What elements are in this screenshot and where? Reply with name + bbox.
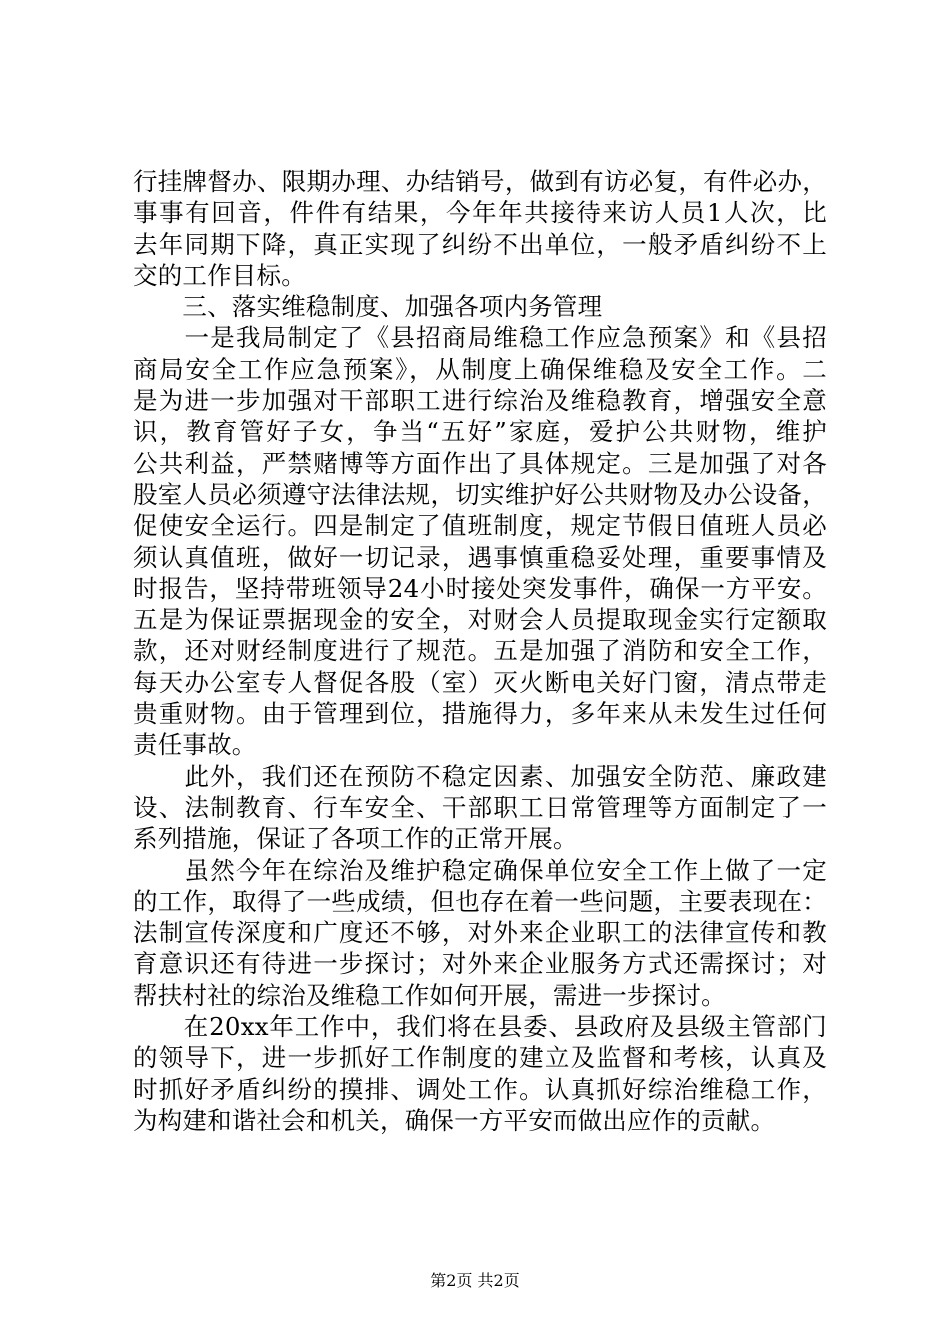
text-line: 三、落实维稳制度、加强各项内务管理	[133, 292, 603, 322]
page-footer: 第2页 共2页	[430, 1271, 520, 1290]
text-line: 时抓好矛盾纠纷的摸排、调处工作。认真抓好综治维稳工作，	[133, 1074, 827, 1104]
text-line: 交的工作目标。	[133, 260, 306, 290]
text-line: 贵重财物。由于管理到位，措施得力，多年来从未发生过任何	[133, 699, 827, 729]
text-line: 系列措施，保证了各项工作的正常开展。	[133, 824, 578, 854]
text-line: 的领导下，进一步抓好工作制度的建立及监督和考核，认真及	[133, 1043, 827, 1073]
text-line: 须认真值班，做好一切记录，遇事慎重稳妥处理，重要事情及	[133, 542, 827, 572]
text-line: 为构建和谐社会和机关，确保一方平安而做出应作的贡献。	[133, 1105, 776, 1135]
text-line: 育意识还有待进一步探讨；对外来企业服务方式还需探讨；对	[133, 949, 827, 979]
text-line: 商局安全工作应急预案》，从制度上确保维稳及安全工作。二	[133, 354, 827, 384]
text-line: 五是为保证票据现金的安全，对财会人员提取现金实行定额取	[133, 605, 827, 635]
text-line: 设、法制教育、行车安全、干部职工日常管理等方面制定了一	[133, 792, 827, 822]
text-line: 促使安全运行。四是制定了值班制度，规定节假日值班人员必	[133, 511, 827, 541]
text-line: 的工作，取得了一些成绩，但也存在着一些问题，主要表现在：	[133, 886, 827, 916]
text-line: 每天办公室专人督促各股（室）灭火断电关好门窗，清点带走	[133, 667, 827, 697]
text-line: 去年同期下降，真正实现了纠纷不出单位，一般矛盾纠纷不上	[133, 229, 827, 259]
text-line: 一是我局制定了《县招商局维稳工作应急预案》和《县招	[133, 323, 827, 353]
text-line: 款，还对财经制度进行了规范。五是加强了消防和安全工作，	[133, 636, 827, 666]
text-line: 虽然今年在综治及维护稳定确保单位安全工作上做了一定	[133, 855, 827, 885]
text-line: 此外，我们还在预防不稳定因素、加强安全防范、廉政建	[133, 761, 827, 791]
text-line: 时报告，坚持带班领导24小时接处突发事件，确保一方平安。	[133, 573, 827, 603]
text-line: 行挂牌督办、限期办理、办结销号，做到有访必复，有件必办，	[133, 167, 827, 196]
text-line: 股室人员必须遵守法律法规，切实维护好公共财物及办公设备，	[133, 479, 827, 509]
text-line: 责任事故。	[133, 730, 257, 760]
text-line: 事事有回音，件件有结果，今年年共接待来访人员1人次，比	[133, 198, 827, 228]
text-line: 是为进一步加强对干部职工进行综治及维稳教育，增强安全意	[133, 386, 827, 416]
text-line: 法制宣传深度和广度还不够，对外来企业职工的法律宣传和教	[133, 918, 827, 948]
text-line: 识，教育管好子女，争当“五好”家庭，爱护公共财物，维护	[133, 417, 827, 447]
text-line: 帮扶村社的综治及维稳工作如何开展，需进一步探讨。	[133, 980, 726, 1010]
document-body	[133, 166, 827, 1136]
text-line: 在20xx年工作中，我们将在县委、县政府及县级主管部门	[133, 1012, 827, 1042]
text-line: 公共利益，严禁赌博等方面作出了具体规定。三是加强了对各	[133, 448, 827, 478]
